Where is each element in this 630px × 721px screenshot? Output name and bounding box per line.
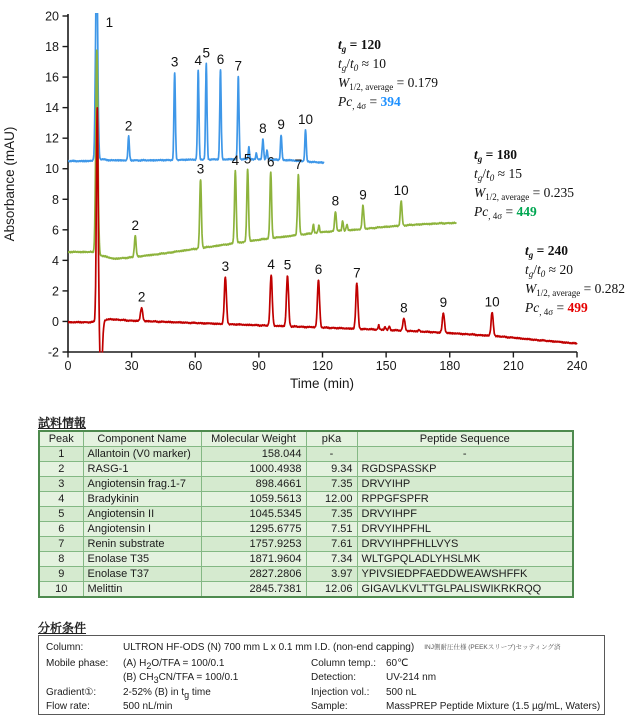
table-cell: 898.4661 (201, 477, 306, 492)
condition-value (123, 700, 311, 714)
table-cell: DRVYIHPFHL (357, 522, 573, 537)
peak-label: 5 (202, 45, 211, 61)
table-cell: Enolase T37 (83, 567, 201, 582)
y-tick-label: 0 (52, 314, 59, 329)
condition-row (39, 641, 604, 656)
annotation-text: , 4σ (488, 211, 503, 221)
annotation-text: g (477, 173, 483, 183)
annotation-text: 3 (153, 675, 159, 685)
peak-label: 8 (400, 300, 408, 316)
annotation-line (338, 55, 438, 74)
condition-row (39, 657, 604, 671)
condition-label: Column: (46, 642, 84, 653)
annotation-text: (A) H (123, 657, 147, 669)
annotation-text: (B) CH (123, 672, 154, 683)
table-row (39, 537, 573, 552)
table-cell: 1059.5613 (201, 492, 306, 507)
annotation-text: = 120 (346, 37, 381, 52)
table-cell: 4 (39, 492, 83, 507)
annotation-text: / (533, 262, 538, 277)
annotation-line (474, 184, 574, 203)
annotation-text: 1/2, average (485, 192, 530, 202)
annotation-text: MassPREP Peptide Mixture (1.5 µg/mL, Waters) (386, 701, 601, 712)
condition-label: Mobile phase: (46, 657, 109, 669)
y-tick-label: 2 (52, 284, 59, 299)
peak-label: 9 (359, 187, 367, 203)
y-axis-title: Absorbance (mAU) (2, 126, 17, 242)
table-header-row (39, 431, 573, 447)
annotation-text: 60℃ (386, 657, 409, 669)
x-tick-label: 210 (502, 359, 524, 373)
peak-label: 8 (259, 120, 267, 136)
condition-row (39, 671, 604, 685)
column-header: Molecular Weight (201, 431, 306, 447)
annotation-text: t (474, 166, 478, 181)
peak-label: 6 (314, 262, 323, 278)
table-cell: Enolase T35 (83, 552, 201, 567)
table-cell: 1871.9604 (201, 552, 306, 567)
annotation-text: / (346, 56, 351, 71)
table-cell: YPIVSIEDPFAEDDWEAWSHFFK (357, 567, 573, 582)
annotation-text: Pc (474, 204, 489, 219)
annotation-text: Pc (525, 300, 540, 315)
annotation-line (338, 74, 438, 93)
table-row (39, 507, 573, 522)
table-cell: 7.51 (306, 522, 357, 537)
annotation-text: = 0.282 (580, 281, 625, 296)
table-cell: Angiotensin II (83, 507, 201, 522)
annotation-text: 0 (540, 269, 546, 279)
x-tick-label: 30 (124, 359, 139, 373)
table-cell: 158.044 (201, 447, 306, 462)
annotation-text: 2-52% (B) in t (123, 686, 185, 698)
table-cell: 6 (39, 522, 83, 537)
annotation-line (338, 36, 438, 55)
peak-label: 4 (194, 52, 202, 68)
annotation-line (474, 165, 574, 184)
peak-label: 4 (231, 153, 240, 169)
annotation-line (525, 242, 625, 261)
x-tick-label: 120 (312, 359, 333, 373)
table-cell: 12.06 (306, 582, 357, 598)
annotation-text: = 240 (533, 243, 568, 258)
table-cell: 1 (39, 447, 83, 462)
table-body (39, 447, 573, 598)
condition-row (39, 686, 604, 700)
table-header (39, 431, 573, 447)
condition-label: Sample: (311, 701, 348, 712)
annotation-text: 500 nL/min (123, 701, 173, 712)
annotation-line (474, 146, 574, 165)
peak-label: 3 (170, 54, 179, 70)
peak-label: 7 (294, 156, 303, 172)
annotation-text: ≈ 15 (494, 166, 522, 181)
annotation-text: g (528, 269, 534, 279)
annotation-text: g (528, 250, 534, 260)
x-tick-label: 60 (188, 359, 203, 373)
table-row (39, 447, 573, 462)
annotation-text: t (474, 147, 478, 162)
peak-label: 3 (196, 161, 205, 177)
peak-label: 7 (234, 58, 243, 74)
annotation-text: CN/TFA = 100/0.1 (158, 672, 239, 683)
annotation-text: / (482, 166, 487, 181)
condition-value (386, 657, 604, 671)
annotation-text: = 180 (482, 147, 517, 162)
column-header: Component Name (83, 431, 201, 447)
table-cell: 7.61 (306, 537, 357, 552)
table-cell: 2845.7381 (201, 582, 306, 598)
conditions-box (38, 635, 605, 715)
table-cell: 1295.6775 (201, 522, 306, 537)
annotation-text: g (477, 154, 483, 164)
annotation-line (525, 299, 625, 318)
condition-value (123, 686, 311, 700)
table-cell: 5 (39, 507, 83, 522)
annotation-text: 0 (489, 173, 495, 183)
annotation-text: Pc (338, 94, 353, 109)
annotation-text: O/TFA = 100/0.1 (151, 657, 225, 669)
x-tick-label: 0 (64, 359, 72, 373)
peak-label: 8 (331, 193, 340, 209)
annotation-block-2 (474, 146, 574, 222)
table-cell: Angiotensin frag.1-7 (83, 477, 201, 492)
annotation-text: = 0.179 (393, 75, 438, 90)
table-cell: GIGAVLKVLTTGLPALISWIKRKRQQ (357, 582, 573, 598)
table-cell: Allantoin (V0 marker) (83, 447, 201, 462)
annotation-line (338, 93, 438, 112)
annotation-text: 500 nL (386, 686, 417, 698)
annotation-text: t (338, 56, 342, 71)
peak-label: 3 (221, 259, 230, 275)
condition-value (386, 671, 604, 685)
annotation-text: ULTRON HF-ODS (N) 700 mm L x 0.1 mm I.D. (non-end capping) (123, 642, 415, 653)
table-cell: Angiotensin I (83, 522, 201, 537)
table-row (39, 552, 573, 567)
annotation-line (474, 203, 574, 222)
peak-label: 4 (267, 256, 275, 272)
table-cell: 7.35 (306, 507, 357, 522)
table-row (39, 582, 573, 598)
y-tick-label: 20 (45, 9, 59, 24)
annotation-text: 2 (146, 660, 152, 671)
annotation-block-3 (525, 242, 625, 318)
column-header: Peak (39, 431, 83, 447)
peak-label: 9 (439, 295, 448, 311)
column-header: Peptide Sequence (357, 431, 573, 447)
peak-label: 6 (266, 154, 275, 170)
y-tick-label: 16 (45, 70, 59, 85)
table-cell: 7.35 (306, 477, 357, 492)
peak-label: 10 (298, 111, 314, 127)
annotation-text: t (350, 56, 354, 71)
annotation-text: t (486, 166, 490, 181)
annotation-line (525, 261, 625, 280)
table-cell: RPPGFSPFR (357, 492, 573, 507)
annotation-text: W (525, 281, 537, 296)
peak-label: 10 (393, 182, 409, 198)
peak-label: 5 (243, 151, 252, 167)
condition-label: Gradient①: (46, 686, 97, 698)
table-cell: 7.34 (306, 552, 357, 567)
table-cell: 2 (39, 462, 83, 477)
table-cell: 1045.5345 (201, 507, 306, 522)
condition-value (386, 686, 604, 700)
peak-label: 6 (216, 52, 225, 68)
x-tick-label: 180 (439, 359, 461, 373)
annotation-text: g (341, 63, 347, 73)
y-tick-label: -2 (47, 345, 59, 360)
table-row (39, 462, 573, 477)
x-axis-title: Time (min) (290, 376, 354, 391)
condition-label: Detection: (311, 672, 357, 683)
annotation-text: 499 (567, 300, 588, 315)
conditions-heading: 分析条件 (38, 621, 87, 635)
annotation-text: 1/2, average (536, 288, 581, 298)
table-cell: 9.34 (306, 462, 357, 477)
peak-label: 5 (283, 257, 292, 273)
annotation-text: , 4σ (352, 101, 367, 111)
y-tick-label: 8 (52, 192, 59, 207)
condition-note: INJ側耐圧仕様 (PEEKスリーブ)セッティング済 (424, 644, 561, 651)
annotation-text: g (341, 44, 347, 54)
sample-info-heading: 試料情報 (38, 416, 87, 430)
table-cell: Melittin (83, 582, 201, 598)
peak-label: 2 (137, 289, 146, 305)
peak-label: 1 (105, 15, 114, 30)
condition-value (123, 641, 604, 656)
condition-value (386, 700, 604, 714)
y-tick-label: 12 (45, 131, 59, 146)
table-cell: 3.97 (306, 567, 357, 582)
annotation-text: 0 (353, 63, 359, 73)
condition-row (39, 700, 604, 714)
table-cell: 10 (39, 582, 83, 598)
sample-info-table (38, 430, 574, 598)
annotation-text: UV-214 nm (386, 672, 437, 683)
y-tick-label: 10 (45, 162, 59, 177)
annotation-line (525, 280, 625, 299)
x-tick-label: 90 (251, 359, 266, 373)
table-row (39, 522, 573, 537)
peak-label: 2 (131, 217, 139, 233)
table-row (39, 567, 573, 582)
column-header: pKa (306, 431, 357, 447)
x-tick-label: 150 (375, 359, 397, 373)
y-tick-label: 4 (52, 253, 59, 268)
y-tick-label: 14 (45, 101, 59, 116)
peak-label: 2 (124, 118, 133, 134)
annotation-block-1 (338, 36, 438, 112)
table-cell: RASG-1 (83, 462, 201, 477)
table-cell: 1000.4938 (201, 462, 306, 477)
annotation-text: t (525, 243, 529, 258)
table-cell: DRVYIHPF (357, 507, 573, 522)
condition-label: Injection vol.: (311, 686, 370, 698)
annotation-text: time (189, 686, 211, 698)
annotation-text: = 0.235 (529, 185, 574, 200)
annotation-text: t (525, 262, 529, 277)
condition-value (123, 671, 311, 685)
table-cell: - (306, 447, 357, 462)
y-tick-label: 6 (52, 223, 59, 238)
annotation-text: = (553, 300, 568, 315)
annotation-text: t (537, 262, 541, 277)
table-cell: 2827.2806 (201, 567, 306, 582)
table-cell: 7 (39, 537, 83, 552)
table-cell: WLTGPQLADLYHSLMK (357, 552, 573, 567)
annotation-text: g (184, 689, 190, 700)
condition-label (39, 671, 123, 685)
annotation-text: = (366, 94, 381, 109)
peak-label: 9 (277, 117, 285, 133)
table-row (39, 492, 573, 507)
annotation-text: 1/2, average (349, 82, 394, 92)
table-cell: 8 (39, 552, 83, 567)
annotation-text: ≈ 10 (358, 56, 386, 71)
condition-label: Column temp.: (311, 657, 377, 669)
table-cell: RGDSPASSKP (357, 462, 573, 477)
annotation-text: ≈ 20 (545, 262, 573, 277)
annotation-text: 394 (380, 94, 401, 109)
annotation-text: W (338, 75, 350, 90)
condition-label: Flow rate: (46, 701, 90, 712)
table-cell: DRVYIHP (357, 477, 573, 492)
table-cell: 9 (39, 567, 83, 582)
annotation-text: = (502, 204, 517, 219)
table-cell: Bradykinin (83, 492, 201, 507)
peak-label: 7 (353, 265, 361, 281)
table-cell: 12.00 (306, 492, 357, 507)
table-row (39, 477, 573, 492)
table-cell: - (357, 447, 573, 462)
annotation-text: , 4σ (539, 307, 554, 317)
annotation-text: t (338, 37, 342, 52)
table-cell: DRVYIHPFHLLVYS (357, 537, 573, 552)
table-cell: 3 (39, 477, 83, 492)
x-tick-label: 240 (566, 359, 588, 373)
condition-value (123, 657, 311, 671)
y-tick-label: 18 (45, 40, 59, 55)
table-cell: 1757.9253 (201, 537, 306, 552)
table-cell: Renin substrate (83, 537, 201, 552)
annotation-text: W (474, 185, 486, 200)
annotation-text: 449 (516, 204, 537, 219)
peak-label: 10 (484, 294, 500, 310)
